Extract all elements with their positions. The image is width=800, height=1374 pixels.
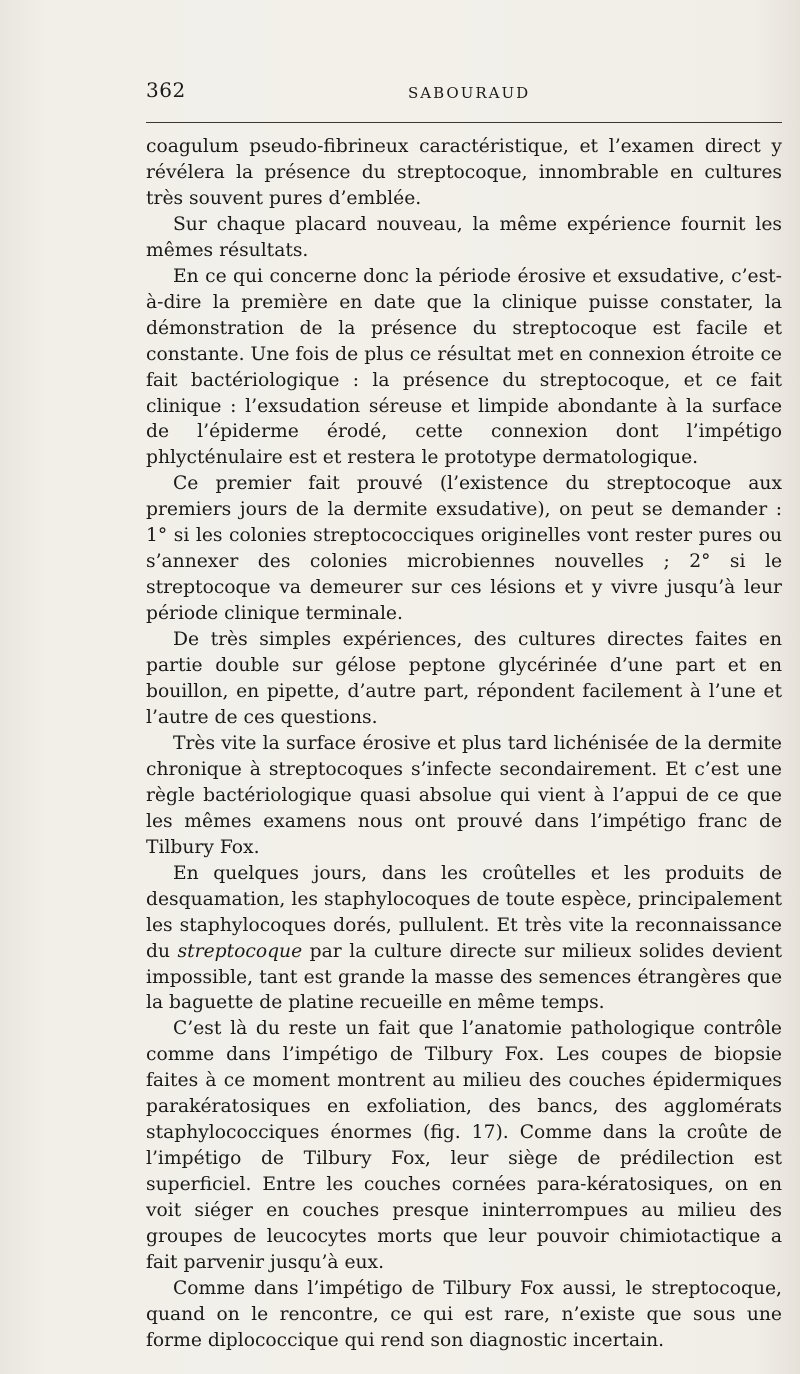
header-rule [146, 122, 782, 123]
paragraph: Ce premier fait prouvé (l’existence du streptocoque aux premiers jours de la dermite exsudative), on peut se demander : 1° si les colonies streptococciques originelles vont rester pures ou s’annexer des colonies microbiennes nouvelles ; 2° si le streptocoque va demeurer sur ces lésions et y vivre jusqu’à leur période clinique terminale. [146, 473, 782, 625]
paragraph: C’est là du reste un fait que l’anatomie pathologique contrôle comme dans l’impétigo de Tilbury Fox. Les coupes de biopsie faites à ce moment montrent au milieu des couches épidermiques parakératosiques en exfoliation, des bancs, des agglomérats staphylococciques énormes (fig. 17). Comme dans la croûte de l’impétigo de Tilbury Fox, leur siège de prédilection est superficiel. Entre les couches cornées para-kératosiques, on en voit siéger en couches presque ininterrompues au milieu des groupes de leucocytes morts que leur pouvoir chimiotactique a fait parvenir jusqu’à eux. [146, 1018, 782, 1273]
paragraph-text: par la culture directe sur milieux solides devient impossible, tant est grande la masse des semences étrangères que la baguette de platine recueille en même temps. [146, 940, 782, 1014]
paragraph: coagulum pseudo-fibrineux caractéristique, et l’examen direct y révélera la présence du streptocoque, innombrable en cultures très souvent pures d’emblée. [146, 136, 782, 209]
paragraph: En ce qui concerne donc la période érosive et exsudative, c’est-à-dire la première en date que la clinique puisse constater, la démonstration de la présence du streptocoque est facile et constante. Une fois de plus ce résultat met en connexion étroite ce fait bactériologique : la présence du streptocoque, et ce fait clinique : l’exsudation séreuse et limpide abondante à la surface de l’épiderme érodé, cette connexion dont l’impétigo phlycténulaire est et restera le prototype dermatologique. [146, 265, 782, 469]
paragraph: Comme dans l’impétigo de Tilbury Fox aussi, le streptocoque, quand on le rencontre, ce qui est rare, n’existe que sous une forme diplococcique qui rend son diagnostic incertain. [146, 1277, 782, 1351]
paragraph: Sur chaque placard nouveau, la même expérience fournit les mêmes résultats. [146, 213, 782, 261]
paragraph: De très simples expériences, des cultures directes faites en partie double sur gélose peptone glycérinée d’une part et en bouillon, en pipette, d’autre part, répondent facilement à l’une et l’autre de ces questions. [146, 629, 782, 728]
italic-term: streptocoque [177, 940, 303, 962]
body-text [146, 134, 782, 1354]
running-title: SABOURAUD [408, 84, 531, 102]
paragraph-text: En quelques jours, dans les croûtelles et les produits de desquamation, les staphylocoques de toute espèce, principalement les staphylocoques dorés, pullulent. Et très vite la reconnaissance du [146, 862, 782, 962]
paragraph [146, 861, 782, 1017]
page-number: 362 [146, 78, 186, 102]
paragraph: Très vite la surface érosive et plus tard lichénisée de la dermite chronique à streptocoques s’infecte secondairement. Et c’est une règle bactériologique quasi absolue qui vient à l’appui de ce que les mêmes examens nous ont prouvé dans l’impétigo franc de Tilbury Fox. [146, 732, 782, 858]
running-head [146, 78, 782, 104]
